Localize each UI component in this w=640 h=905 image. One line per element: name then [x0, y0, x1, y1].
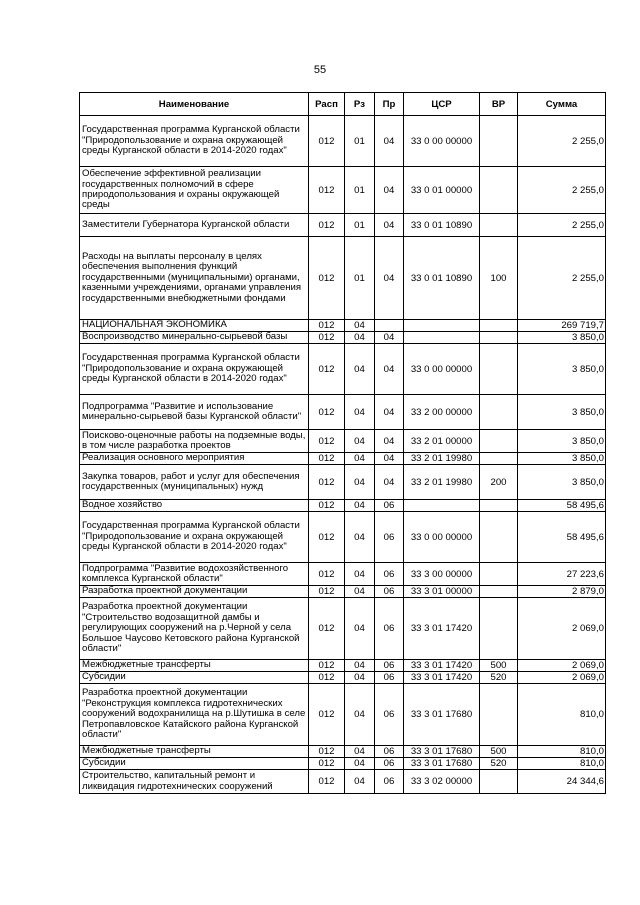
row-sum-cell: 2 069,0	[518, 660, 606, 672]
row-rasp-cell: 012	[309, 332, 345, 344]
row-rasp-cell: 012	[309, 660, 345, 672]
table-row	[80, 586, 606, 598]
row-rz-cell: 04	[345, 395, 375, 430]
row-pr-cell: 06	[375, 746, 404, 758]
header-sum: Сумма	[518, 93, 606, 116]
row-rz-cell: 04	[345, 512, 375, 563]
row-pr-cell: 06	[375, 660, 404, 672]
row-csr-cell: 33 3 01 17680	[404, 758, 480, 770]
row-pr-cell: 06	[375, 512, 404, 563]
row-vr-cell	[480, 344, 518, 395]
row-pr-cell: 06	[375, 563, 404, 586]
row-rz-cell: 01	[345, 214, 375, 237]
table-row	[80, 116, 606, 167]
row-csr-cell: 33 2 01 19980	[404, 465, 480, 500]
row-rasp-cell: 012	[309, 167, 345, 214]
row-vr-cell	[480, 214, 518, 237]
table-row	[80, 758, 606, 770]
row-csr-cell: 33 0 00 00000	[404, 344, 480, 395]
row-rasp-cell: 012	[309, 430, 345, 453]
row-rz-cell: 04	[345, 320, 375, 332]
row-csr-cell: 33 0 01 10890	[404, 237, 480, 320]
row-vr-cell	[480, 598, 518, 660]
row-vr-cell: 200	[480, 465, 518, 500]
row-name-cell: Государственная программа Курганской области "Природопользование и охрана окружающей среды Курганской области в 2014-2020 годах"	[80, 116, 309, 167]
row-vr-cell	[480, 500, 518, 512]
row-rasp-cell: 012	[309, 395, 345, 430]
table-row	[80, 395, 606, 430]
row-rz-cell: 04	[345, 344, 375, 395]
row-pr-cell: 06	[375, 758, 404, 770]
row-pr-cell: 04	[375, 116, 404, 167]
row-name-cell: Межбюджетные трансферты	[80, 660, 309, 672]
row-csr-cell: 33 2 01 00000	[404, 430, 480, 453]
table-row	[80, 598, 606, 660]
row-csr-cell: 33 3 01 17680	[404, 684, 480, 746]
header-name: Наименование	[80, 93, 309, 116]
row-name-cell: Поисково-оценочные работы на подземные воды, в том числе разработка проектов	[80, 430, 309, 453]
row-rz-cell: 04	[345, 660, 375, 672]
row-sum-cell: 2 069,0	[518, 672, 606, 684]
row-sum-cell: 810,0	[518, 684, 606, 746]
row-vr-cell	[480, 563, 518, 586]
row-rz-cell: 01	[345, 167, 375, 214]
header-rz: Рз	[345, 93, 375, 116]
row-rasp-cell: 012	[309, 758, 345, 770]
row-vr-cell	[480, 453, 518, 465]
row-pr-cell: 06	[375, 770, 404, 794]
row-sum-cell: 3 850,0	[518, 344, 606, 395]
row-sum-cell: 58 495,6	[518, 512, 606, 563]
row-rz-cell: 04	[345, 758, 375, 770]
row-rz-cell: 04	[345, 684, 375, 746]
row-name-cell: Государственная программа Курганской области "Природопользование и охрана окружающей среды Курганской области в 2014-2020 годах"	[80, 344, 309, 395]
row-pr-cell	[375, 320, 404, 332]
row-vr-cell	[480, 320, 518, 332]
table-row	[80, 320, 606, 332]
row-rasp-cell: 012	[309, 770, 345, 794]
row-sum-cell: 810,0	[518, 746, 606, 758]
row-csr-cell	[404, 320, 480, 332]
row-sum-cell: 3 850,0	[518, 453, 606, 465]
row-sum-cell: 2 069,0	[518, 598, 606, 660]
row-vr-cell	[480, 684, 518, 746]
table-row	[80, 672, 606, 684]
row-rz-cell: 04	[345, 563, 375, 586]
row-csr-cell: 33 3 01 17420	[404, 660, 480, 672]
row-name-cell: Разработка проектной документации	[80, 586, 309, 598]
row-name-cell: Разработка проектной документации "Реконструкция комплекса гидротехнических сооружений водохранилища на р.Шутишка в селе Петропавловское Катайского района Курганской области"	[80, 684, 309, 746]
table-row	[80, 684, 606, 746]
table-row	[80, 344, 606, 395]
row-rz-cell: 04	[345, 500, 375, 512]
row-rasp-cell: 012	[309, 598, 345, 660]
row-pr-cell: 04	[375, 465, 404, 500]
row-rz-cell: 04	[345, 598, 375, 660]
page-number: 55	[313, 64, 327, 76]
row-name-cell: Субсидии	[80, 672, 309, 684]
row-sum-cell: 810,0	[518, 758, 606, 770]
row-rasp-cell: 012	[309, 465, 345, 500]
row-sum-cell: 3 850,0	[518, 332, 606, 344]
row-csr-cell: 33 3 01 17420	[404, 598, 480, 660]
row-csr-cell: 33 0 00 00000	[404, 512, 480, 563]
row-name-cell: Заместители Губернатора Курганской области	[80, 214, 309, 237]
row-vr-cell	[480, 512, 518, 563]
row-rz-cell: 04	[345, 586, 375, 598]
row-name-cell: Водное хозяйство	[80, 500, 309, 512]
row-name-cell: Подпрограмма "Развитие водохозяйственного комплекса Курганской области"	[80, 563, 309, 586]
row-vr-cell	[480, 167, 518, 214]
table-row	[80, 237, 606, 320]
row-name-cell: НАЦИОНАЛЬНАЯ ЭКОНОМИКА	[80, 320, 309, 332]
header-pr: Пр	[375, 93, 404, 116]
table-row	[80, 660, 606, 672]
row-rasp-cell: 012	[309, 344, 345, 395]
row-name-cell: Межбюджетные трансферты	[80, 746, 309, 758]
row-csr-cell: 33 0 01 00000	[404, 167, 480, 214]
table-row	[80, 465, 606, 500]
row-sum-cell: 2 879,0	[518, 586, 606, 598]
row-sum-cell: 58 495,6	[518, 500, 606, 512]
budget-table	[79, 92, 606, 794]
row-name-cell: Закупка товаров, работ и услуг для обеспечения государственных (муниципальных) нужд	[80, 465, 309, 500]
row-rasp-cell: 012	[309, 563, 345, 586]
table-row	[80, 563, 606, 586]
table-row	[80, 746, 606, 758]
row-sum-cell: 3 850,0	[518, 395, 606, 430]
row-rasp-cell: 012	[309, 512, 345, 563]
row-rasp-cell: 012	[309, 500, 345, 512]
row-pr-cell: 06	[375, 672, 404, 684]
row-rasp-cell: 012	[309, 116, 345, 167]
row-sum-cell: 269 719,7	[518, 320, 606, 332]
row-rasp-cell: 012	[309, 586, 345, 598]
row-rasp-cell: 012	[309, 672, 345, 684]
table-row	[80, 770, 606, 794]
row-name-cell: Субсидии	[80, 758, 309, 770]
table-row	[80, 500, 606, 512]
header-csr: ЦСР	[404, 93, 480, 116]
row-rz-cell: 04	[345, 453, 375, 465]
row-vr-cell: 520	[480, 758, 518, 770]
row-vr-cell	[480, 586, 518, 598]
row-name-cell: Расходы на выплаты персоналу в целях обеспечения выполнения функций государственными (муниципальными) органами, казенными учреждениями, органами управления государственными внебюджетными фондами	[80, 237, 309, 320]
row-pr-cell: 06	[375, 684, 404, 746]
row-rz-cell: 04	[345, 332, 375, 344]
row-csr-cell: 33 3 02 00000	[404, 770, 480, 794]
row-csr-cell: 33 3 01 17680	[404, 746, 480, 758]
row-csr-cell	[404, 500, 480, 512]
header-vr: ВР	[480, 93, 518, 116]
row-sum-cell: 3 850,0	[518, 430, 606, 453]
row-name-cell: Подпрограмма "Развитие и использование минерально-сырьевой базы Курганской области"	[80, 395, 309, 430]
row-sum-cell: 2 255,0	[518, 116, 606, 167]
row-rasp-cell: 012	[309, 453, 345, 465]
row-csr-cell: 33 3 01 17420	[404, 672, 480, 684]
table-row	[80, 332, 606, 344]
table-row	[80, 512, 606, 563]
row-pr-cell: 06	[375, 586, 404, 598]
row-rasp-cell: 012	[309, 684, 345, 746]
row-csr-cell	[404, 332, 480, 344]
row-vr-cell	[480, 332, 518, 344]
row-pr-cell: 04	[375, 237, 404, 320]
row-pr-cell: 04	[375, 430, 404, 453]
row-sum-cell: 3 850,0	[518, 465, 606, 500]
row-sum-cell: 2 255,0	[518, 167, 606, 214]
row-name-cell: Обеспечение эффективной реализации государственных полномочий в сфере природопользования и охраны окружающей среды	[80, 167, 309, 214]
row-csr-cell: 33 2 00 00000	[404, 395, 480, 430]
row-rz-cell: 04	[345, 746, 375, 758]
row-pr-cell: 04	[375, 214, 404, 237]
row-sum-cell: 2 255,0	[518, 237, 606, 320]
row-name-cell: Строительство, капитальный ремонт и ликвидация гидротехнических сооружений	[80, 770, 309, 794]
row-vr-cell	[480, 395, 518, 430]
row-name-cell: Разработка проектной документации "Строительство водозащитной дамбы и регулирующих сооружений на р.Черной у села Большое Чаусово Кетовского района Курганской области"	[80, 598, 309, 660]
row-name-cell: Реализация основного мероприятия	[80, 453, 309, 465]
row-pr-cell: 06	[375, 598, 404, 660]
row-rz-cell: 01	[345, 116, 375, 167]
row-name-cell: Государственная программа Курганской области "Природопользование и охрана окружающей среды Курганской области в 2014-2020 годах"	[80, 512, 309, 563]
row-vr-cell	[480, 430, 518, 453]
row-vr-cell: 520	[480, 672, 518, 684]
row-csr-cell: 33 3 00 00000	[404, 563, 480, 586]
row-rz-cell: 01	[345, 237, 375, 320]
row-vr-cell: 100	[480, 237, 518, 320]
row-rz-cell: 04	[345, 430, 375, 453]
row-rz-cell: 04	[345, 770, 375, 794]
table-row	[80, 453, 606, 465]
table-row	[80, 167, 606, 214]
row-rasp-cell: 012	[309, 320, 345, 332]
row-rz-cell: 04	[345, 465, 375, 500]
row-pr-cell: 06	[375, 500, 404, 512]
table-row	[80, 214, 606, 237]
row-rz-cell: 04	[345, 672, 375, 684]
row-csr-cell: 33 0 01 10890	[404, 214, 480, 237]
row-rasp-cell: 012	[309, 746, 345, 758]
row-pr-cell: 04	[375, 167, 404, 214]
table-header-row	[80, 93, 606, 116]
table-row	[80, 430, 606, 453]
header-rasp: Расп	[309, 93, 345, 116]
row-vr-cell: 500	[480, 746, 518, 758]
row-rasp-cell: 012	[309, 214, 345, 237]
row-pr-cell: 04	[375, 344, 404, 395]
row-csr-cell: 33 2 01 19980	[404, 453, 480, 465]
row-rasp-cell: 012	[309, 237, 345, 320]
row-sum-cell: 24 344,6	[518, 770, 606, 794]
row-pr-cell: 04	[375, 395, 404, 430]
row-pr-cell: 04	[375, 332, 404, 344]
row-sum-cell: 2 255,0	[518, 214, 606, 237]
row-vr-cell	[480, 116, 518, 167]
row-pr-cell: 04	[375, 453, 404, 465]
row-sum-cell: 27 223,6	[518, 563, 606, 586]
row-name-cell: Воспроизводство минерально-сырьевой базы	[80, 332, 309, 344]
row-vr-cell: 500	[480, 660, 518, 672]
row-vr-cell	[480, 770, 518, 794]
row-csr-cell: 33 3 01 00000	[404, 586, 480, 598]
row-csr-cell: 33 0 00 00000	[404, 116, 480, 167]
